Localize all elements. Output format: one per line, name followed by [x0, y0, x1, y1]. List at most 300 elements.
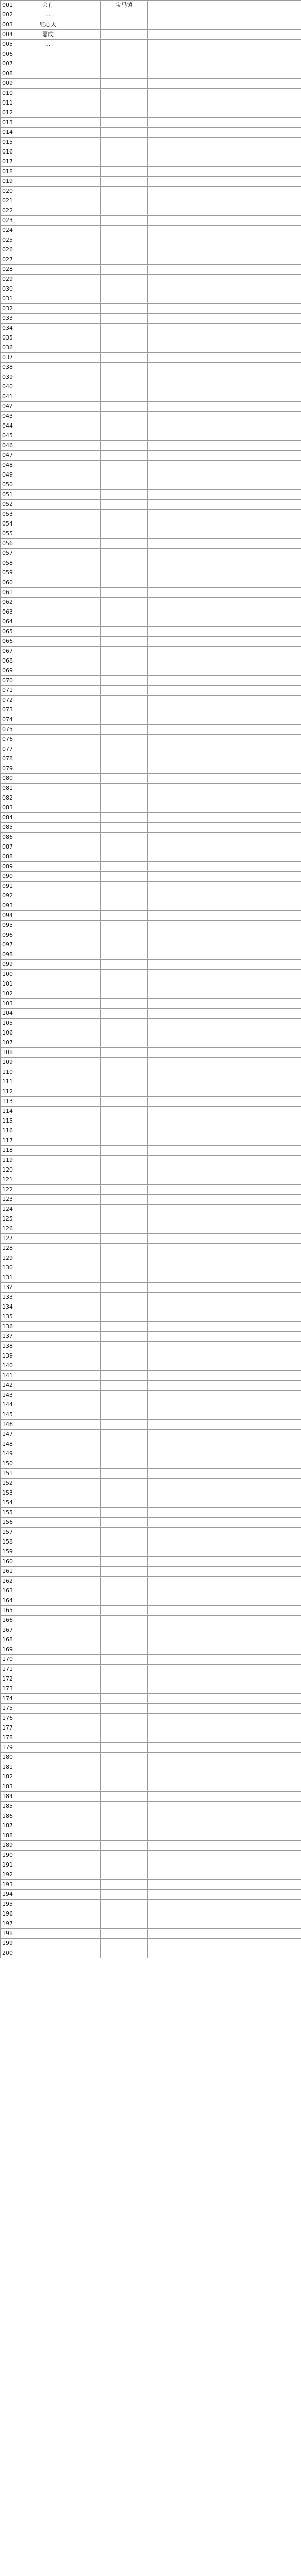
row-id-cell: 019: [1, 177, 22, 187]
row-town-cell: [148, 98, 196, 108]
table-row: [1, 1557, 301, 1567]
row-phone-cell: [196, 451, 301, 461]
row-town-cell: [148, 1577, 196, 1586]
row-county-cell: [74, 1205, 101, 1214]
row-id-cell: 035: [1, 333, 22, 343]
row-village-cell: [101, 1009, 148, 1019]
row-id-cell: 073: [1, 705, 22, 715]
row-town-cell: [148, 1488, 196, 1498]
row-id-cell: 127: [1, 1234, 22, 1244]
row-county-cell: [74, 402, 101, 412]
row-county-cell: [74, 245, 101, 255]
row-town-cell: [148, 314, 196, 324]
row-village-cell: [101, 989, 148, 999]
row-name-cell: [22, 421, 74, 431]
row-name-cell: [22, 235, 74, 245]
row-id-cell: 167: [1, 1625, 22, 1635]
row-phone-cell: [196, 1420, 301, 1430]
row-name-cell: [22, 1909, 74, 1919]
row-county-cell: [74, 265, 101, 275]
row-town-cell: [148, 177, 196, 187]
row-county-cell: [74, 1146, 101, 1156]
row-phone-cell: [196, 470, 301, 480]
row-village-cell: [101, 206, 148, 216]
row-phone-cell: [196, 1537, 301, 1547]
row-town-cell: [148, 519, 196, 529]
row-county-cell: [74, 1655, 101, 1665]
row-village-cell: [101, 324, 148, 333]
row-id-cell: 184: [1, 1792, 22, 1802]
row-name-cell: 会有: [22, 1, 74, 10]
row-county-cell: [74, 1498, 101, 1508]
row-village-cell: [101, 167, 148, 177]
row-name-cell: [22, 1645, 74, 1655]
row-town-cell: [148, 725, 196, 735]
row-town-cell: [148, 470, 196, 480]
table-row: [1, 1802, 301, 1811]
row-name-cell: …: [22, 40, 74, 49]
table-row: [1, 1606, 301, 1616]
row-name-cell: [22, 617, 74, 627]
table-row: [1, 960, 301, 970]
row-phone-cell: [196, 304, 301, 314]
table-row: [1, 1195, 301, 1205]
row-phone-cell: [196, 1391, 301, 1400]
row-town-cell: [148, 1253, 196, 1263]
row-village-cell: [101, 461, 148, 470]
row-name-cell: [22, 177, 74, 187]
row-village-cell: [101, 891, 148, 901]
row-id-cell: 150: [1, 1459, 22, 1469]
row-town-cell: [148, 715, 196, 725]
table-row: [1, 69, 301, 79]
row-county-cell: [74, 705, 101, 715]
row-village-cell: [101, 235, 148, 245]
row-county-cell: [74, 30, 101, 40]
row-phone-cell: [196, 901, 301, 911]
row-village-cell: [101, 1665, 148, 1674]
row-village-cell: [101, 382, 148, 392]
row-town-cell: [148, 187, 196, 196]
row-village-cell: [101, 1107, 148, 1116]
row-village-cell: [101, 539, 148, 549]
table-row: [1, 803, 301, 813]
row-village-cell: [101, 930, 148, 940]
row-name-cell: [22, 1655, 74, 1665]
row-town-cell: [148, 979, 196, 989]
table-row: [1, 1469, 301, 1479]
table-row: [1, 696, 301, 705]
row-phone-cell: [196, 1851, 301, 1860]
row-village-cell: [101, 1880, 148, 1890]
row-village-cell: [101, 1743, 148, 1753]
row-town-cell: [148, 1762, 196, 1772]
row-phone-cell: [196, 1126, 301, 1136]
row-phone-cell: [196, 1694, 301, 1704]
table-row: [1, 1674, 301, 1684]
row-village-cell: [101, 568, 148, 578]
row-phone-cell: [196, 1009, 301, 1019]
row-name-cell: [22, 901, 74, 911]
row-phone-cell: [196, 1028, 301, 1038]
row-county-cell: [74, 1860, 101, 1870]
row-id-cell: 139: [1, 1351, 22, 1361]
row-county-cell: [74, 1077, 101, 1087]
row-id-cell: 068: [1, 656, 22, 666]
row-name-cell: [22, 1811, 74, 1821]
row-name-cell: [22, 1900, 74, 1909]
row-town-cell: [148, 1528, 196, 1537]
row-id-cell: 174: [1, 1694, 22, 1704]
row-county-cell: [74, 813, 101, 823]
row-name-cell: [22, 1019, 74, 1028]
row-name-cell: [22, 1625, 74, 1635]
row-town-cell: [148, 617, 196, 627]
row-county-cell: [74, 108, 101, 118]
row-name-cell: [22, 275, 74, 284]
row-phone-cell: [196, 989, 301, 999]
row-name-cell: [22, 1684, 74, 1694]
row-phone-cell: [196, 1655, 301, 1665]
row-village-cell: [101, 1655, 148, 1665]
table-row: [1, 1880, 301, 1890]
row-id-cell: 115: [1, 1116, 22, 1126]
row-town-cell: [148, 1616, 196, 1625]
row-name-cell: [22, 324, 74, 333]
row-county-cell: [74, 1097, 101, 1107]
row-name-cell: [22, 1488, 74, 1498]
row-id-cell: 060: [1, 578, 22, 588]
row-county-cell: [74, 1058, 101, 1067]
row-name-cell: [22, 392, 74, 402]
row-id-cell: 188: [1, 1831, 22, 1841]
row-name-cell: 红心天: [22, 20, 74, 30]
row-id-cell: 015: [1, 138, 22, 147]
table-row: [1, 1263, 301, 1273]
row-id-cell: 132: [1, 1283, 22, 1293]
table-row: [1, 431, 301, 441]
row-id-cell: 197: [1, 1919, 22, 1929]
row-phone-cell: [196, 1625, 301, 1635]
row-town-cell: [148, 1156, 196, 1165]
row-town-cell: [148, 588, 196, 598]
row-county-cell: [74, 1224, 101, 1234]
table-row: [1, 686, 301, 696]
table-row: [1, 549, 301, 558]
row-village-cell: [101, 627, 148, 637]
row-village-cell: [101, 1293, 148, 1302]
row-county-cell: [74, 1586, 101, 1596]
row-id-cell: 056: [1, 539, 22, 549]
row-county-cell: [74, 1694, 101, 1704]
row-village-cell: [101, 705, 148, 715]
row-county-cell: [74, 647, 101, 656]
row-town-cell: [148, 950, 196, 960]
row-phone-cell: [196, 1723, 301, 1733]
row-id-cell: 165: [1, 1606, 22, 1616]
row-village-cell: [101, 1410, 148, 1420]
row-id-cell: 042: [1, 402, 22, 412]
row-village-cell: [101, 353, 148, 363]
row-phone-cell: [196, 1616, 301, 1625]
row-village-cell: [101, 1283, 148, 1293]
row-town-cell: [148, 1645, 196, 1655]
row-village-cell: [101, 1459, 148, 1469]
row-village-cell: [101, 1547, 148, 1557]
row-town-cell: [148, 1586, 196, 1596]
row-town-cell: [148, 1919, 196, 1929]
table-row: [1, 1058, 301, 1067]
table-row: [1, 882, 301, 891]
table-row: [1, 1714, 301, 1723]
row-name-cell: [22, 1293, 74, 1302]
row-village-cell: [101, 1322, 148, 1332]
row-name-cell: [22, 382, 74, 392]
row-county-cell: [74, 1596, 101, 1606]
row-id-cell: 077: [1, 744, 22, 754]
table-row: [1, 441, 301, 451]
row-id-cell: 079: [1, 764, 22, 774]
row-name-cell: [22, 637, 74, 647]
row-id-cell: 072: [1, 696, 22, 705]
row-phone-cell: [196, 1097, 301, 1107]
row-id-cell: 177: [1, 1723, 22, 1733]
row-phone-cell: [196, 314, 301, 324]
table-row: [1, 1165, 301, 1175]
row-county-cell: [74, 255, 101, 265]
row-town-cell: [148, 891, 196, 901]
row-village-cell: [101, 607, 148, 617]
row-town-cell: [148, 1430, 196, 1439]
row-phone-cell: [196, 187, 301, 196]
row-county-cell: [74, 1273, 101, 1283]
row-phone-cell: [196, 1430, 301, 1439]
row-id-cell: 155: [1, 1508, 22, 1518]
row-village-cell: [101, 59, 148, 69]
row-county-cell: [74, 1400, 101, 1410]
table-row: [1, 108, 301, 118]
row-village-cell: [101, 1479, 148, 1488]
table-row: [1, 1116, 301, 1126]
row-name-cell: [22, 1479, 74, 1488]
row-id-cell: 138: [1, 1342, 22, 1351]
row-town-cell: [148, 1263, 196, 1273]
table-row: [1, 647, 301, 656]
row-id-cell: 192: [1, 1870, 22, 1880]
row-id-cell: 028: [1, 265, 22, 275]
row-id-cell: 040: [1, 382, 22, 392]
row-county-cell: [74, 1870, 101, 1880]
row-county-cell: [74, 715, 101, 725]
row-id-cell: 085: [1, 823, 22, 833]
row-village-cell: [101, 676, 148, 686]
row-village-cell: [101, 1097, 148, 1107]
row-phone-cell: [196, 999, 301, 1009]
row-id-cell: 142: [1, 1381, 22, 1391]
row-town-cell: [148, 40, 196, 49]
row-village-cell: [101, 921, 148, 930]
row-name-cell: [22, 1253, 74, 1263]
row-name-cell: [22, 1430, 74, 1439]
row-name-cell: [22, 1156, 74, 1165]
row-county-cell: [74, 1009, 101, 1019]
row-village-cell: [101, 1087, 148, 1097]
row-name-cell: [22, 1146, 74, 1156]
row-name-cell: [22, 1723, 74, 1733]
row-county-cell: [74, 206, 101, 216]
row-county-cell: [74, 960, 101, 970]
row-county-cell: [74, 372, 101, 382]
row-village-cell: [101, 1929, 148, 1939]
row-name-cell: [22, 1302, 74, 1312]
row-name-cell: [22, 598, 74, 607]
row-id-cell: 113: [1, 1097, 22, 1107]
row-village-cell: [101, 637, 148, 647]
row-phone-cell: [196, 1, 301, 10]
row-county-cell: [74, 275, 101, 284]
row-name-cell: [22, 1214, 74, 1224]
row-phone-cell: [196, 118, 301, 128]
row-town-cell: [148, 676, 196, 686]
row-phone-cell: [196, 461, 301, 470]
row-name-cell: [22, 1635, 74, 1645]
table-row: [1, 656, 301, 666]
row-phone-cell: [196, 1948, 301, 1958]
row-phone-cell: [196, 206, 301, 216]
row-name-cell: [22, 1381, 74, 1391]
table-row: [1, 1753, 301, 1762]
row-name-cell: [22, 167, 74, 177]
table-row: [1, 1733, 301, 1743]
row-name-cell: [22, 510, 74, 519]
row-town-cell: [148, 304, 196, 314]
row-town-cell: [148, 343, 196, 353]
row-village-cell: [101, 1175, 148, 1185]
table-row: [1, 421, 301, 431]
row-village-cell: [101, 157, 148, 167]
row-phone-cell: [196, 607, 301, 617]
row-county-cell: [74, 891, 101, 901]
row-phone-cell: [196, 1772, 301, 1782]
table-row: [1, 1596, 301, 1606]
row-id-cell: 048: [1, 461, 22, 470]
row-county-cell: [74, 774, 101, 784]
row-county-cell: [74, 754, 101, 764]
row-id-cell: 067: [1, 647, 22, 656]
row-county-cell: [74, 1156, 101, 1165]
row-county-cell: [74, 1028, 101, 1038]
row-village-cell: [101, 216, 148, 226]
row-town-cell: [148, 1391, 196, 1400]
row-town-cell: [148, 294, 196, 304]
row-name-cell: [22, 1890, 74, 1900]
row-name-cell: [22, 147, 74, 157]
table-row: [1, 1547, 301, 1557]
row-village-cell: [101, 138, 148, 147]
row-village-cell: [101, 1273, 148, 1283]
table-row: [1, 1851, 301, 1860]
row-town-cell: [148, 568, 196, 578]
row-town-cell: [148, 1714, 196, 1723]
row-id-cell: 124: [1, 1205, 22, 1214]
row-village-cell: [101, 519, 148, 529]
row-county-cell: [74, 852, 101, 862]
table-row: [1, 529, 301, 539]
row-name-cell: [22, 412, 74, 421]
row-county-cell: [74, 1263, 101, 1273]
table-row: [1, 363, 301, 372]
row-county-cell: [74, 676, 101, 686]
row-name-cell: [22, 1195, 74, 1205]
row-town-cell: [148, 813, 196, 823]
row-id-cell: 140: [1, 1361, 22, 1371]
row-county-cell: [74, 529, 101, 539]
row-id-cell: 117: [1, 1136, 22, 1146]
row-name-cell: [22, 1498, 74, 1508]
row-county-cell: [74, 1048, 101, 1058]
row-phone-cell: [196, 1528, 301, 1537]
row-county-cell: [74, 1342, 101, 1351]
row-town-cell: [148, 382, 196, 392]
row-id-cell: 148: [1, 1439, 22, 1449]
table-row: [1, 950, 301, 960]
row-phone-cell: [196, 872, 301, 882]
row-id-cell: 004: [1, 30, 22, 40]
row-phone-cell: [196, 1880, 301, 1890]
row-town-cell: [148, 1371, 196, 1381]
table-row: [1, 1175, 301, 1185]
row-name-cell: [22, 128, 74, 138]
row-town-cell: [148, 1302, 196, 1312]
row-town-cell: [148, 1234, 196, 1244]
row-town-cell: [148, 451, 196, 461]
table-row: [1, 245, 301, 255]
row-id-cell: 199: [1, 1939, 22, 1948]
row-name-cell: [22, 1831, 74, 1841]
row-county-cell: [74, 1469, 101, 1479]
row-village-cell: [101, 793, 148, 803]
row-county-cell: [74, 1782, 101, 1792]
row-id-cell: 041: [1, 392, 22, 402]
row-town-cell: [148, 1596, 196, 1606]
row-village-cell: [101, 1430, 148, 1439]
row-village-cell: [101, 1214, 148, 1224]
row-town-cell: [148, 1939, 196, 1948]
row-county-cell: [74, 588, 101, 598]
table-row: [1, 558, 301, 568]
row-id-cell: 049: [1, 470, 22, 480]
row-county-cell: [74, 167, 101, 177]
row-town-cell: [148, 1821, 196, 1831]
row-village-cell: [101, 1909, 148, 1919]
row-name-cell: [22, 1469, 74, 1479]
table-row: [1, 1224, 301, 1234]
row-county-cell: [74, 1518, 101, 1528]
row-county-cell: [74, 656, 101, 666]
row-county-cell: [74, 862, 101, 872]
row-id-cell: 134: [1, 1302, 22, 1312]
row-town-cell: [148, 872, 196, 882]
row-town-cell: [148, 1674, 196, 1684]
row-village-cell: [101, 441, 148, 451]
row-town-cell: [148, 578, 196, 588]
row-town-cell: [148, 744, 196, 754]
row-village-cell: [101, 1821, 148, 1831]
row-id-cell: 103: [1, 999, 22, 1009]
row-phone-cell: [196, 1146, 301, 1156]
row-county-cell: [74, 49, 101, 59]
table-row: [1, 1077, 301, 1087]
